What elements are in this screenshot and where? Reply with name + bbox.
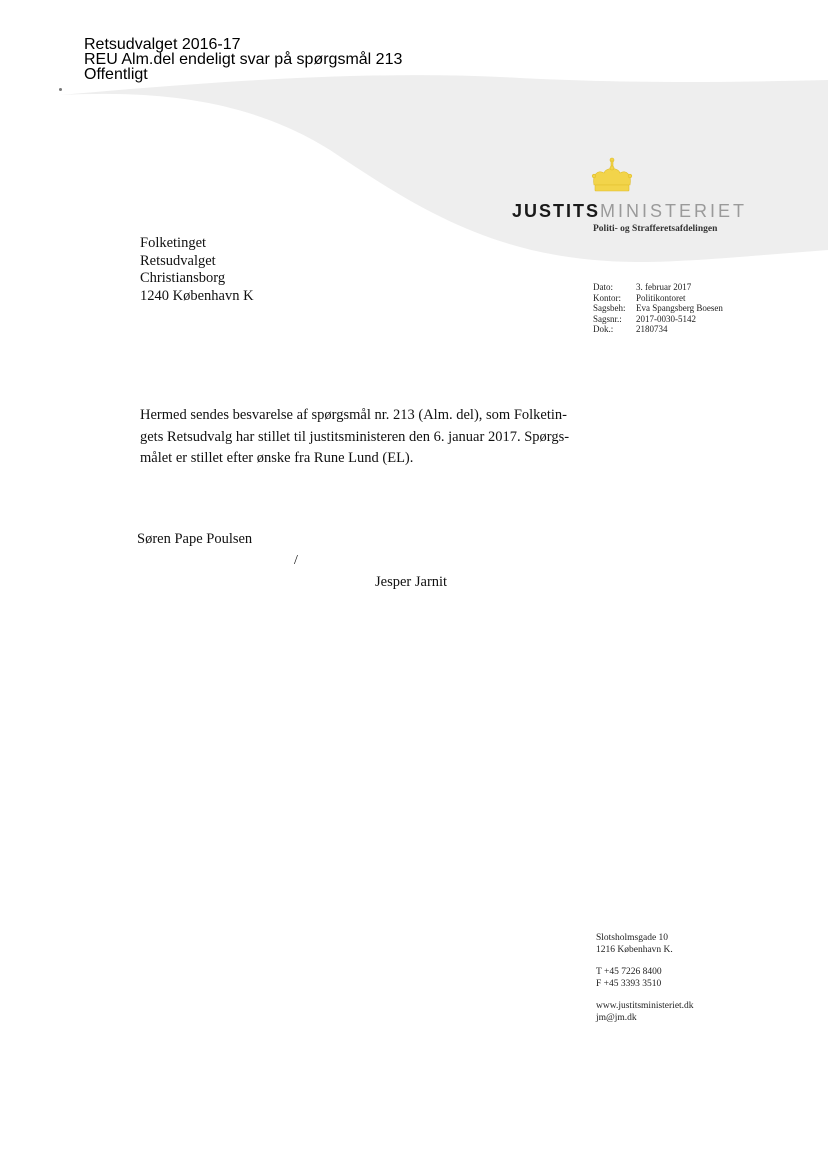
minister-signature: Søren Pape Poulsen: [137, 531, 253, 547]
department-name: Politi- og Strafferetsafdelingen: [593, 224, 718, 234]
meta-value: 2180734: [636, 324, 668, 334]
meta-value: Eva Spangsberg Boesen: [636, 303, 723, 313]
meta-row-date: [593, 282, 723, 293]
crown-icon: [588, 157, 636, 197]
body-line: målet er stillet efter ønske fra Rune Lund (EL).: [140, 450, 414, 466]
recipient-line: 1240 København K: [140, 287, 254, 304]
document-stamp: [84, 37, 402, 82]
footer-city: 1216 København K.: [596, 944, 673, 955]
ministry-logo: [512, 201, 747, 222]
footer-fax: F +45 3393 3510: [596, 978, 662, 989]
body-line: Hermed sendes besvarelse af spørgsmål nr. 213 (Alm. del), som Folketin-: [140, 407, 567, 423]
meta-row-case-number: [593, 314, 723, 325]
official-signature: Jesper Jarnit: [375, 574, 448, 590]
footer-website-link[interactable]: www.justitsministeriet.dk: [596, 1001, 694, 1011]
recipient-address: [140, 235, 254, 305]
footer-street: Slotsholmsgade 10: [596, 933, 669, 943]
ministry-contact-footer: [596, 933, 694, 1024]
scan-speck: [59, 88, 62, 91]
meta-row-document: [593, 324, 723, 335]
recipient-line: Retsudvalget: [140, 252, 216, 269]
case-metadata: [593, 282, 723, 335]
meta-value: Politikontoret: [636, 292, 686, 303]
footer-email-link[interactable]: jm@jm.dk: [596, 1012, 637, 1023]
meta-label: Sagsbeh:: [593, 303, 626, 313]
footer-phone: T +45 7226 8400: [596, 967, 662, 977]
meta-label: Dok.:: [593, 324, 614, 334]
meta-label: Dato:: [593, 282, 613, 292]
meta-row-office: [593, 293, 723, 304]
meta-value: 2017-0030-5142: [636, 313, 696, 324]
recipient-line: Christiansborg: [140, 270, 226, 286]
logo-text-light: MINISTERIET: [600, 201, 748, 221]
meta-label: Kontor:: [593, 292, 621, 303]
stamp-status-line: Offentligt: [84, 66, 148, 83]
meta-label: Sagsnr.:: [593, 313, 622, 324]
stamp-committee-line: Retsudvalget 2016-17: [84, 36, 241, 53]
recipient-line: Folketinget: [140, 235, 207, 251]
body-line: gets Retsudvalg har stillet til justitsministeren den 6. januar 2017. Spørgs-: [140, 428, 570, 445]
meta-value: 3. februar 2017: [636, 282, 692, 292]
logo-text-bold: JUSTITS: [512, 201, 601, 221]
letter-body: [140, 405, 585, 470]
stamp-subject-line: REU Alm.del endeligt svar på spørgsmål 213: [84, 51, 403, 68]
meta-row-handler: [593, 303, 723, 314]
signature-separator: /: [294, 553, 298, 568]
